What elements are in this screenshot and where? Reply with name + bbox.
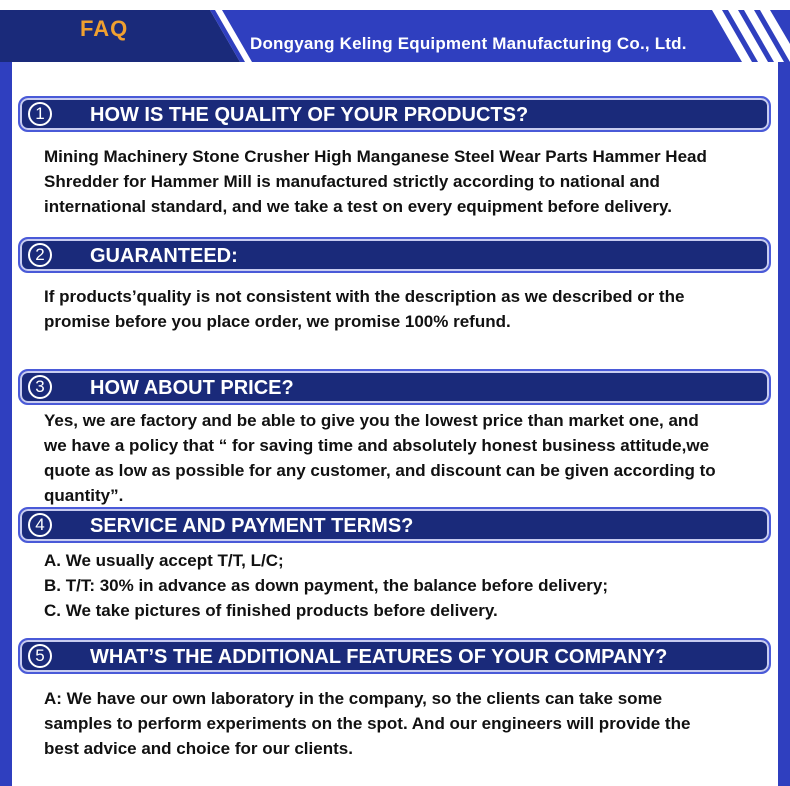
- faq-answer-3: [44, 408, 764, 508]
- faq-number-4: 4: [28, 513, 52, 537]
- faq-question-1: HOW IS THE QUALITY OF YOUR PRODUCTS?: [90, 104, 529, 126]
- faq-answer-4: [44, 548, 764, 623]
- answer-line: A. We usually accept T/T, L/C;: [44, 551, 284, 570]
- answer-line: best advice and choice for our clients.: [44, 739, 353, 758]
- page-border-left: [0, 0, 12, 786]
- answer-line: we have a policy that “ for saving time and absolutely honest business attitude,we: [44, 436, 710, 455]
- answer-line: If products’quality is not consistent with the description as we described or the: [44, 287, 685, 306]
- faq-number-3: 3: [28, 375, 52, 399]
- answer-line: A: We have our own laboratory in the company, so the clients can take some: [44, 689, 663, 708]
- answer-line: quantity”.: [44, 486, 124, 505]
- answer-line: samples to perform experiments on the spot. And our engineers will provide the: [44, 714, 691, 733]
- faq-question-2: GUARANTEED:: [90, 245, 238, 267]
- header-banner: [0, 0, 790, 66]
- faq-question-bar-3: [18, 369, 771, 405]
- answer-line: Shredder for Hammer Mill is manufactured strictly according to national and: [44, 172, 660, 191]
- page-border-right: [778, 60, 790, 786]
- answer-line: quote as low as possible for any customer, and discount can be given according to: [44, 461, 716, 480]
- faq-number-2: 2: [28, 243, 52, 267]
- faq-answer-2: [44, 284, 764, 334]
- answer-line: C. We take pictures of finished products before delivery.: [44, 601, 498, 620]
- answer-line: promise before you place order, we promise 100% refund.: [44, 312, 511, 331]
- faq-answer-1: [44, 144, 764, 219]
- answer-line: Yes, we are factory and be able to give you the lowest price than market one, and: [44, 411, 699, 430]
- faq-number-5: 5: [28, 644, 52, 668]
- faq-answer-5: [44, 686, 764, 761]
- answer-line: international standard, and we take a test on every equipment before delivery.: [44, 197, 672, 216]
- faq-question-bar-4: [18, 507, 771, 543]
- company-name: Dongyang Keling Equipment Manufacturing Co., Ltd.: [250, 34, 687, 53]
- faq-number-1: 1: [28, 102, 52, 126]
- faq-question-5: WHAT’S THE ADDITIONAL FEATURES OF YOUR COMPANY?: [90, 646, 668, 668]
- faq-question-bar-2: [18, 237, 771, 273]
- faq-question-3: HOW ABOUT PRICE?: [90, 377, 294, 399]
- faq-question-bar-1: [18, 96, 771, 132]
- answer-line: Mining Machinery Stone Crusher High Manganese Steel Wear Parts Hammer Head: [44, 147, 707, 166]
- faq-question-bar-5: [18, 638, 771, 674]
- faq-label: FAQ: [80, 16, 129, 41]
- answer-line: B. T/T: 30% in advance as down payment, the balance before delivery;: [44, 576, 609, 595]
- faq-question-4: SERVICE AND PAYMENT TERMS?: [90, 515, 414, 537]
